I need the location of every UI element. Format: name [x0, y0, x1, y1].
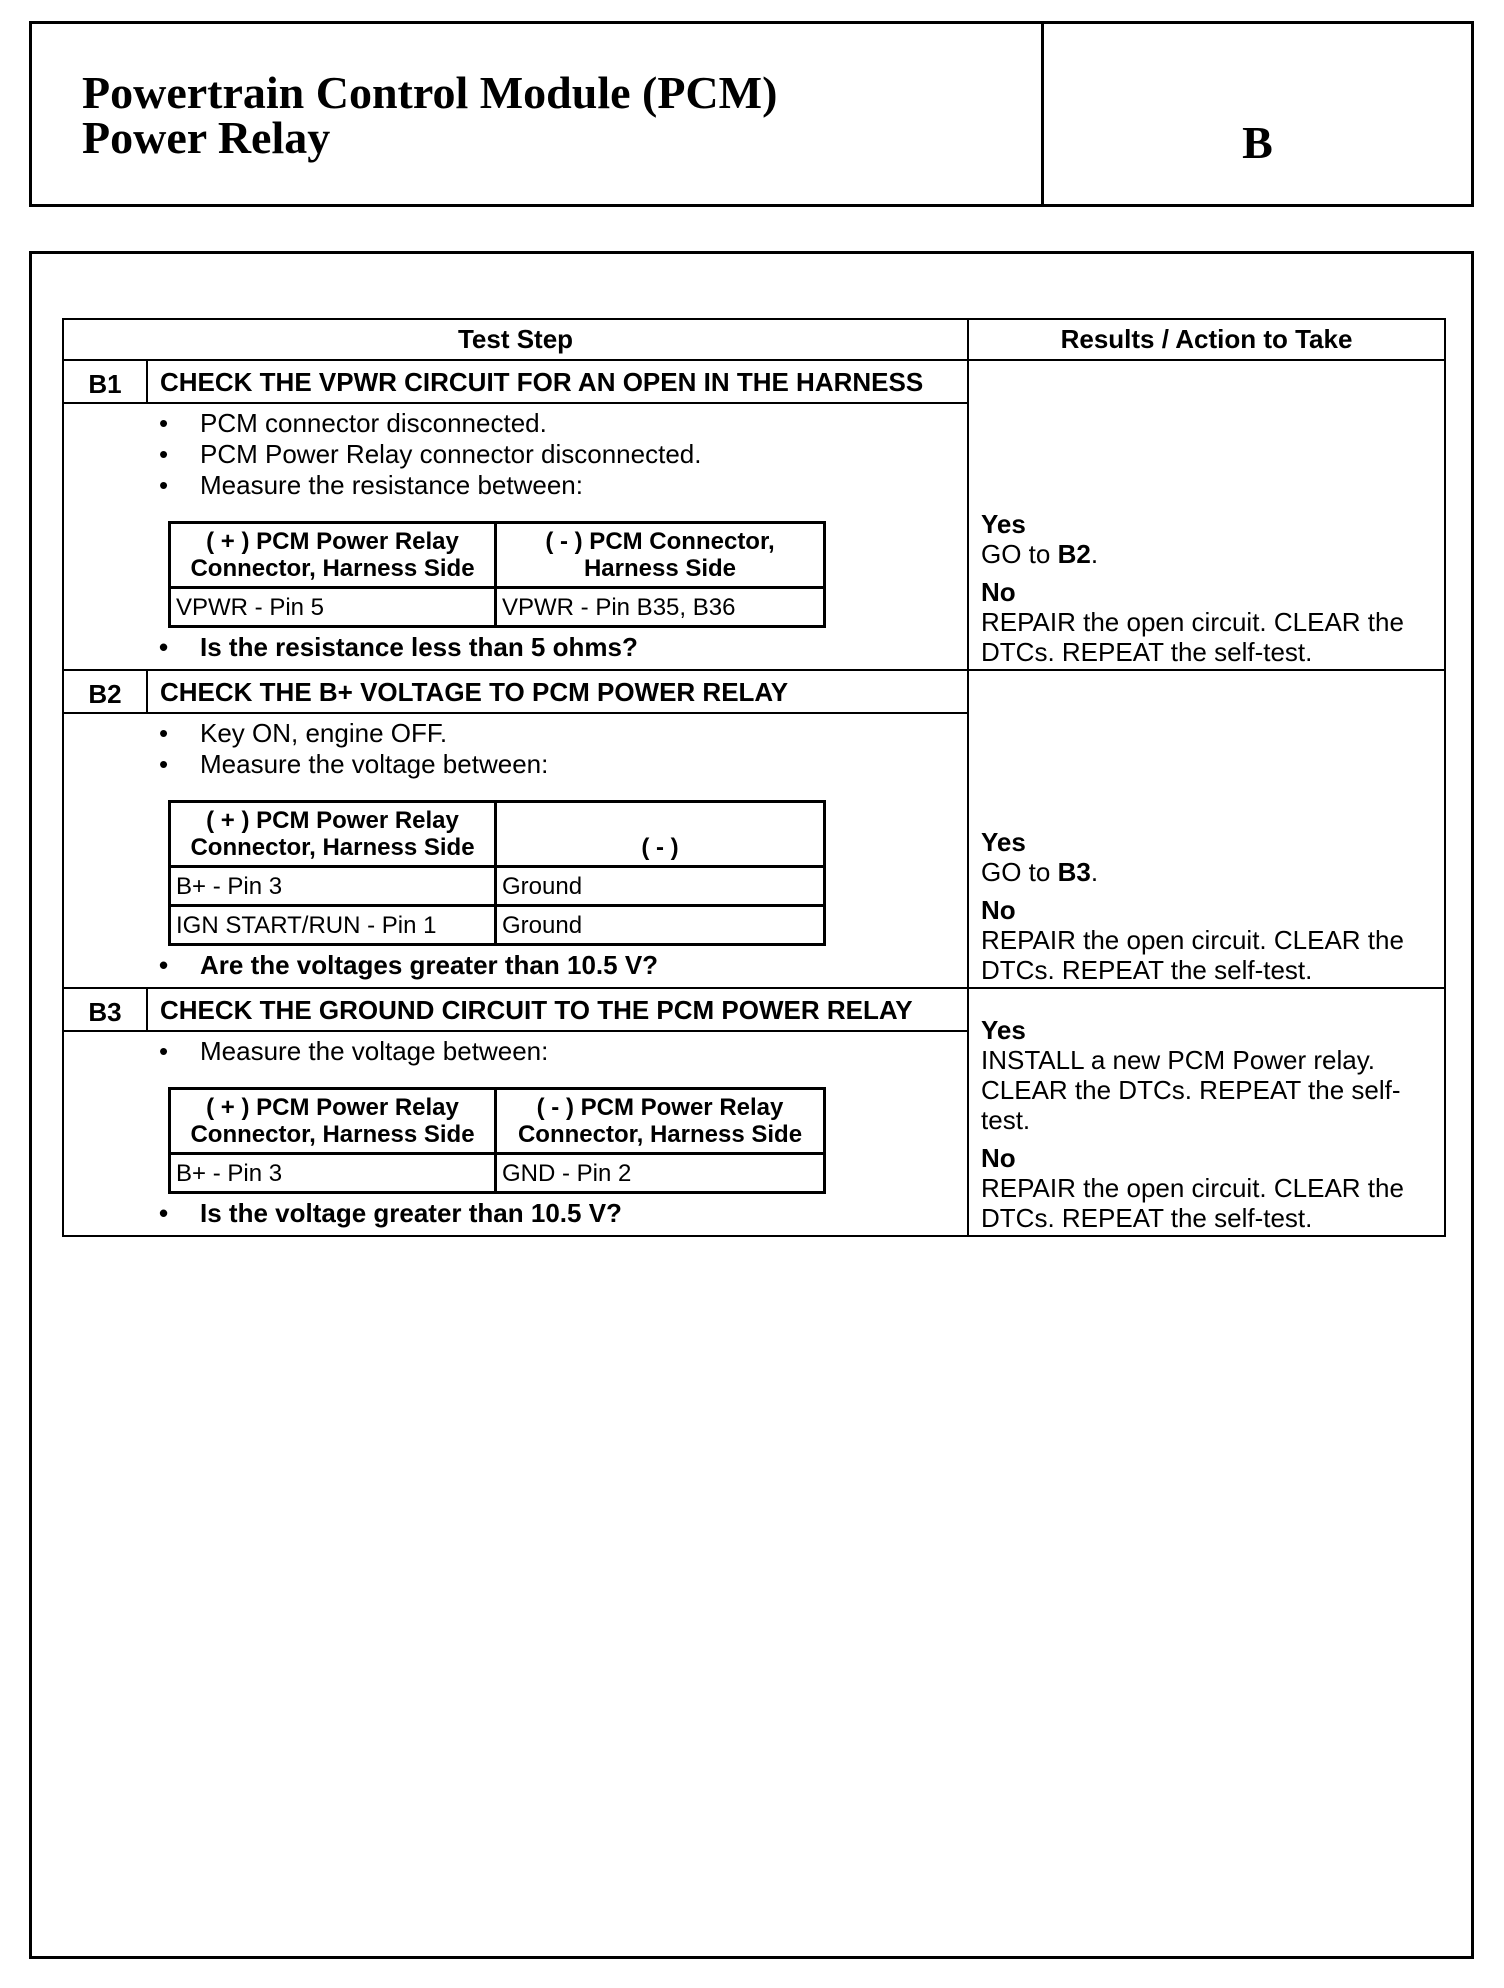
question-item: • Is the resistance less than 5 ohms?	[200, 632, 957, 663]
table-header-row	[63, 319, 1445, 360]
section-letter: B	[1242, 117, 1273, 168]
bullet-item: • Measure the resistance between:	[200, 470, 957, 501]
yes-action: INSTALL a new PCM Power relay. CLEAR the DTCs. REPEAT the self-test.	[981, 1045, 1401, 1135]
step-title: CHECK THE GROUND CIRCUIT TO THE PCM POWER RELAY	[147, 988, 968, 1031]
meas-head-positive: ( + ) PCM Power Relay Connector, Harness Side	[170, 523, 496, 588]
question-item: • Are the voltages greater than 10.5 V?	[200, 950, 957, 981]
meas-cell: GND - Pin 2	[496, 1154, 825, 1193]
bullet-item: • PCM connector disconnected.	[200, 408, 957, 439]
yes-label: Yes	[981, 509, 1026, 539]
yes-label: Yes	[981, 827, 1026, 857]
question-item: • Is the voltage greater than 10.5 V?	[200, 1198, 957, 1229]
step-question	[148, 950, 957, 981]
test-step-table	[62, 318, 1446, 1237]
step-reference: B2	[1057, 539, 1091, 569]
page-title	[82, 67, 778, 163]
step-b1-results	[968, 360, 1445, 670]
step-id: B3	[63, 988, 147, 1031]
yes-action-end: .	[1090, 539, 1099, 569]
step-title: CHECK THE VPWR CIRCUIT FOR AN OPEN IN THE HARNESS	[147, 360, 968, 403]
step-body	[63, 713, 968, 988]
header-divider	[1041, 24, 1044, 204]
meas-cell: IGN START/RUN - Pin 1	[170, 906, 496, 945]
col-results: Results / Action to Take	[968, 319, 1445, 360]
no-label: No	[981, 895, 1016, 925]
step-b1-title-row	[63, 360, 1445, 403]
no-action: REPAIR the open circuit. CLEAR the DTCs. REPEAT the self-test.	[981, 925, 1404, 985]
step-question	[148, 1198, 957, 1229]
yes-label: Yes	[981, 1015, 1026, 1045]
step-b3-results	[968, 988, 1445, 1236]
step-b3-title-row	[63, 988, 1445, 1031]
no-label: No	[981, 1143, 1016, 1173]
step-bullets	[148, 408, 957, 501]
meas-cell: Ground	[496, 906, 825, 945]
bullet-item: • Key ON, engine OFF.	[200, 718, 957, 749]
yes-action-end: .	[1090, 857, 1099, 887]
measurement-table	[168, 1087, 826, 1194]
page-title-line2: Power Relay	[82, 112, 331, 163]
yes-action-text: GO to	[981, 857, 1058, 887]
meas-head-negative: ( - ) PCM Connector, Harness Side	[496, 523, 825, 588]
no-action: REPAIR the open circuit. CLEAR the DTCs. REPEAT the self-test.	[981, 607, 1404, 667]
yes-action	[981, 539, 1436, 569]
page-title-line1: Powertrain Control Module (PCM)	[82, 67, 778, 118]
meas-cell: Ground	[496, 867, 825, 906]
step-bullets	[148, 1036, 957, 1067]
bullet-item: • Measure the voltage between:	[200, 749, 957, 780]
measurement-table	[168, 800, 826, 946]
step-id: B1	[63, 360, 147, 403]
yes-action-text: GO to	[981, 539, 1058, 569]
meas-head-positive: ( + ) PCM Power Relay Connector, Harness Side	[170, 802, 496, 867]
yes-action	[981, 857, 1436, 887]
step-id: B2	[63, 670, 147, 713]
step-title: CHECK THE B+ VOLTAGE TO PCM POWER RELAY	[147, 670, 968, 713]
meas-head-positive: ( + ) PCM Power Relay Connector, Harness Side	[170, 1089, 496, 1154]
page-header	[29, 21, 1474, 207]
meas-head-negative: ( - ) PCM Power Relay Connector, Harness Side	[496, 1089, 825, 1154]
meas-cell: VPWR - Pin 5	[170, 588, 496, 627]
meas-head-negative: ( - )	[496, 802, 825, 867]
step-b2-results	[968, 670, 1445, 988]
step-reference: B3	[1057, 857, 1091, 887]
step-body	[63, 1031, 968, 1236]
no-label: No	[981, 577, 1016, 607]
meas-cell: B+ - Pin 3	[170, 867, 496, 906]
step-bullets	[148, 718, 957, 780]
meas-cell: VPWR - Pin B35, B36	[496, 588, 825, 627]
step-body	[63, 403, 968, 670]
measurement-table	[168, 521, 826, 628]
step-question	[148, 632, 957, 663]
step-b2-title-row	[63, 670, 1445, 713]
bullet-item: • PCM Power Relay connector disconnected.	[200, 439, 957, 470]
col-test-step: Test Step	[63, 319, 968, 360]
meas-cell: B+ - Pin 3	[170, 1154, 496, 1193]
bullet-item: • Measure the voltage between:	[200, 1036, 957, 1067]
no-action: REPAIR the open circuit. CLEAR the DTCs. REPEAT the self-test.	[981, 1173, 1404, 1233]
